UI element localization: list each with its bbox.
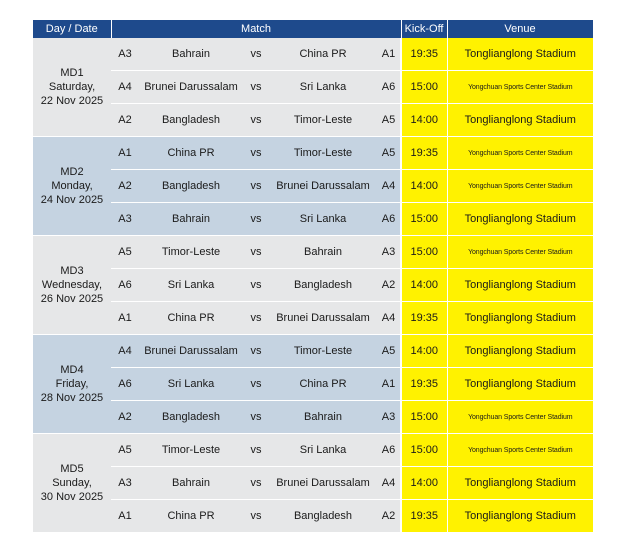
home-team-code: A4: [111, 335, 139, 368]
away-team-code: A3: [377, 236, 401, 269]
kickoff-time: 19:35: [401, 302, 447, 335]
away-team: Sri Lanka: [269, 203, 377, 236]
away-team-code: A5: [377, 137, 401, 170]
away-team-code: A4: [377, 170, 401, 203]
versus-label: vs: [243, 104, 269, 137]
matchday-date: 28 Nov 2025: [40, 392, 104, 404]
home-team: Bangladesh: [139, 104, 243, 137]
away-team-code: A6: [377, 203, 401, 236]
match-row: [33, 500, 593, 533]
match-row: [33, 236, 593, 269]
matchday-label: MD2: [60, 166, 84, 178]
home-team: Sri Lanka: [139, 368, 243, 401]
versus-label: vs: [243, 236, 269, 269]
home-team: Bahrain: [139, 467, 243, 500]
home-team-code: A5: [111, 434, 139, 467]
kickoff-time: 14:00: [401, 170, 447, 203]
versus-label: vs: [243, 269, 269, 302]
kickoff-time: 15:00: [401, 401, 447, 434]
home-team-code: A6: [111, 368, 139, 401]
venue-name: Tonglianglong Stadium: [447, 269, 593, 302]
match-row: [33, 104, 593, 137]
home-team: Brunei Darussalam: [139, 335, 243, 368]
matchday-date: 30 Nov 2025: [40, 491, 104, 503]
home-team: Sri Lanka: [139, 269, 243, 302]
home-team-code: A2: [111, 170, 139, 203]
venue-name: Yongchuan Sports Center Stadium: [447, 71, 593, 104]
venue-name: Tonglianglong Stadium: [447, 368, 593, 401]
away-team-code: A1: [377, 38, 401, 71]
home-team-code: A5: [111, 236, 139, 269]
match-row: [33, 38, 593, 71]
away-team-code: A5: [377, 104, 401, 137]
home-team-code: A3: [111, 467, 139, 500]
home-team-code: A1: [111, 500, 139, 533]
venue-name: Tonglianglong Stadium: [447, 38, 593, 71]
versus-label: vs: [243, 203, 269, 236]
matchday-weekday: Monday,: [51, 180, 93, 192]
home-team-code: A1: [111, 302, 139, 335]
match-row: [33, 302, 593, 335]
matchday-cell: [33, 335, 111, 434]
matchday-cell: [33, 38, 111, 137]
kickoff-time: 19:35: [401, 368, 447, 401]
venue-name: Yongchuan Sports Center Stadium: [447, 401, 593, 434]
versus-label: vs: [243, 368, 269, 401]
kickoff-time: 15:00: [401, 71, 447, 104]
match-row: [33, 269, 593, 302]
away-team-code: A5: [377, 335, 401, 368]
away-team: China PR: [269, 38, 377, 71]
home-team-code: A4: [111, 71, 139, 104]
versus-label: vs: [243, 170, 269, 203]
home-team: Bangladesh: [139, 401, 243, 434]
matchday-date: 26 Nov 2025: [40, 293, 104, 305]
matchday-weekday: Sunday,: [52, 477, 92, 489]
away-team-code: A6: [377, 71, 401, 104]
matchday-date: 24 Nov 2025: [40, 194, 104, 206]
versus-label: vs: [243, 500, 269, 533]
kickoff-time: 19:35: [401, 500, 447, 533]
away-team-code: A2: [377, 269, 401, 302]
match-row: [33, 401, 593, 434]
schedule-body: [33, 38, 593, 533]
matchday-weekday: Wednesday,: [41, 279, 103, 291]
home-team-code: A3: [111, 203, 139, 236]
versus-label: vs: [243, 71, 269, 104]
matchday-cell: [33, 434, 111, 533]
away-team: Brunei Darussalam: [269, 302, 377, 335]
match-row: [33, 203, 593, 236]
venue-name: Yongchuan Sports Center Stadium: [447, 236, 593, 269]
matchday-label: MD3: [60, 265, 84, 277]
venue-name: Tonglianglong Stadium: [447, 104, 593, 137]
versus-label: vs: [243, 401, 269, 434]
versus-label: vs: [243, 434, 269, 467]
home-team: Brunei Darussalam: [139, 71, 243, 104]
versus-label: vs: [243, 335, 269, 368]
venue-name: Tonglianglong Stadium: [447, 335, 593, 368]
away-team-code: A4: [377, 302, 401, 335]
away-team: Brunei Darussalam: [269, 170, 377, 203]
matchday-label: MD4: [60, 364, 84, 376]
matchday-label: MD1: [60, 67, 84, 79]
home-team: Bahrain: [139, 203, 243, 236]
home-team-code: A2: [111, 104, 139, 137]
match-row: [33, 170, 593, 203]
home-team-code: A3: [111, 38, 139, 71]
away-team: Sri Lanka: [269, 434, 377, 467]
kickoff-time: 15:00: [401, 236, 447, 269]
header-venue: Venue: [447, 20, 593, 38]
match-schedule-table: [33, 20, 594, 533]
versus-label: vs: [243, 38, 269, 71]
matchday-cell: [33, 236, 111, 335]
away-team-code: A3: [377, 401, 401, 434]
header-match: Match: [111, 20, 401, 38]
away-team: Bangladesh: [269, 269, 377, 302]
matchday-cell: [33, 137, 111, 236]
kickoff-time: 15:00: [401, 434, 447, 467]
away-team: Bahrain: [269, 236, 377, 269]
versus-label: vs: [243, 137, 269, 170]
away-team: Timor-Leste: [269, 104, 377, 137]
match-row: [33, 467, 593, 500]
kickoff-time: 14:00: [401, 104, 447, 137]
versus-label: vs: [243, 302, 269, 335]
away-team: Bahrain: [269, 401, 377, 434]
kickoff-time: 14:00: [401, 467, 447, 500]
versus-label: vs: [243, 467, 269, 500]
header-kickoff: Kick-Off: [401, 20, 447, 38]
kickoff-time: 19:35: [401, 38, 447, 71]
away-team: China PR: [269, 368, 377, 401]
home-team: China PR: [139, 500, 243, 533]
matchday-weekday: Saturday,: [48, 81, 96, 93]
match-row: [33, 137, 593, 170]
home-team-code: A1: [111, 137, 139, 170]
match-row: [33, 71, 593, 104]
away-team-code: A4: [377, 467, 401, 500]
home-team-code: A2: [111, 401, 139, 434]
venue-name: Tonglianglong Stadium: [447, 302, 593, 335]
kickoff-time: 19:35: [401, 137, 447, 170]
away-team-code: A2: [377, 500, 401, 533]
away-team: Bangladesh: [269, 500, 377, 533]
venue-name: Tonglianglong Stadium: [447, 203, 593, 236]
home-team: Timor-Leste: [139, 236, 243, 269]
kickoff-time: 14:00: [401, 335, 447, 368]
match-row: [33, 434, 593, 467]
away-team: Timor-Leste: [269, 335, 377, 368]
venue-name: Tonglianglong Stadium: [447, 467, 593, 500]
away-team: Sri Lanka: [269, 71, 377, 104]
home-team: Bahrain: [139, 38, 243, 71]
matchday-weekday: Friday,: [55, 378, 89, 390]
match-row: [33, 335, 593, 368]
venue-name: Yongchuan Sports Center Stadium: [447, 170, 593, 203]
kickoff-time: 14:00: [401, 269, 447, 302]
venue-name: Yongchuan Sports Center Stadium: [447, 137, 593, 170]
away-team-code: A6: [377, 434, 401, 467]
venue-name: Tonglianglong Stadium: [447, 500, 593, 533]
matchday-label: MD5: [60, 463, 84, 475]
header-day-date: Day / Date: [33, 20, 111, 38]
home-team: Timor-Leste: [139, 434, 243, 467]
away-team: Brunei Darussalam: [269, 467, 377, 500]
kickoff-time: 15:00: [401, 203, 447, 236]
matchday-date: 22 Nov 2025: [40, 95, 104, 107]
away-team: Timor-Leste: [269, 137, 377, 170]
home-team: Bangladesh: [139, 170, 243, 203]
home-team-code: A6: [111, 269, 139, 302]
venue-name: Yongchuan Sports Center Stadium: [447, 434, 593, 467]
away-team-code: A1: [377, 368, 401, 401]
home-team: China PR: [139, 302, 243, 335]
home-team: China PR: [139, 137, 243, 170]
header-row: [33, 20, 593, 38]
match-row: [33, 368, 593, 401]
